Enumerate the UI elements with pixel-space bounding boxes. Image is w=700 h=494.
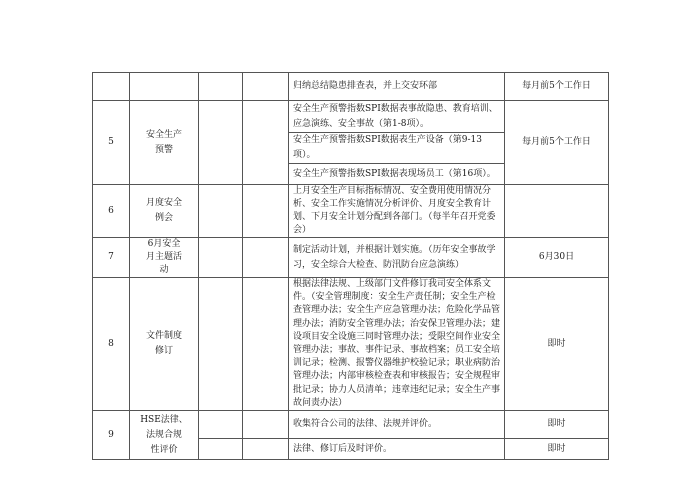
row-content: 法律、修订后及时评价。 [289,439,505,460]
row-item: 文件制度 修订 [130,278,199,411]
row-number: 7 [93,238,130,278]
row-content: 归纳总结隐患排查表，并上交安环部 [289,73,505,101]
blank-cell [243,101,289,185]
blank-cell [199,278,243,411]
row-content: 根据法律法规、上级部门文件修订我司安全体系文件。（安全管理制度：安全生产责任制；安全生产检查管理办法；安全生产应急管理办法；危险化学品管理办法；消防安全管理办法；治安保卫管理办法；建设项目安全设施三同时管理办法；受限空间作业安全管理办法；事故、事件记录、事故档案；员工安全培训记录；检测、报警仪器维护校验记录；职业病防治管理办法；内部审核检查表和审核报告；安全规程审批记录；协力人员清单；违章违纪记录；安全生产事故问责办法） [289,278,505,411]
blank-cell [243,278,289,411]
blank-cell [199,238,243,278]
blank-cell [243,238,289,278]
row-time [505,185,609,238]
blank-cell [243,73,289,101]
row-time: 即时 [505,439,609,460]
row-number: 9 [93,411,130,460]
blank-cell [199,73,243,101]
row-content: 收集符合公司的法律、法规并评价。 [289,411,505,439]
row-time: 6月30日 [505,238,609,278]
work-plan-table [92,72,609,460]
table-row [93,73,609,101]
row-item: 安全生产 预警 [130,101,199,185]
row-number: 6 [93,185,130,238]
row-content: 安全生产预警指数SPI数据表生产设备（第9-13项）。 [289,133,505,164]
table-row [93,185,609,238]
row-content: 安全生产预警指数SPI数据表现场员工（第16项）。 [289,164,505,185]
blank-cell [199,185,243,238]
table-row [93,238,609,278]
table-row [93,101,609,133]
row-time: 每月前5个工作日 [505,101,609,185]
blank-cell [199,439,243,460]
blank-cell [243,185,289,238]
row-number: 8 [93,278,130,411]
row-time: 即时 [505,411,609,439]
row-item: HSE法律、 法规合规 性评价 [130,411,199,460]
blank-cell [199,101,243,185]
table-row [93,411,609,439]
row-time: 即时 [505,278,609,411]
row-item: 月度安全 例会 [130,185,199,238]
blank-cell [199,411,243,439]
row-number: 5 [93,101,130,185]
row-number [93,73,130,101]
row-time: 每月前5个工作日 [505,73,609,101]
row-content: 上月安全生产目标指标情况、安全费用使用情况分析、安全工作实施情况分析评价、月度安全教育计划、下月安全计划分配到各部门。（每半年召开党委会） [289,185,505,238]
table-row [93,278,609,411]
row-content: 制定活动计划，并根据计划实施。（历年安全事故学习，安全综合大检查、防汛防台应急演练） [289,238,505,278]
blank-cell [243,411,289,439]
row-content: 安全生产预警指数SPI数据表事故隐患、教育培训、应急演练、安全事故（第1-8项）。 [289,101,505,133]
row-item [130,73,199,101]
blank-cell [243,439,289,460]
row-item: 6月安全 月主题活 动 [130,238,199,278]
